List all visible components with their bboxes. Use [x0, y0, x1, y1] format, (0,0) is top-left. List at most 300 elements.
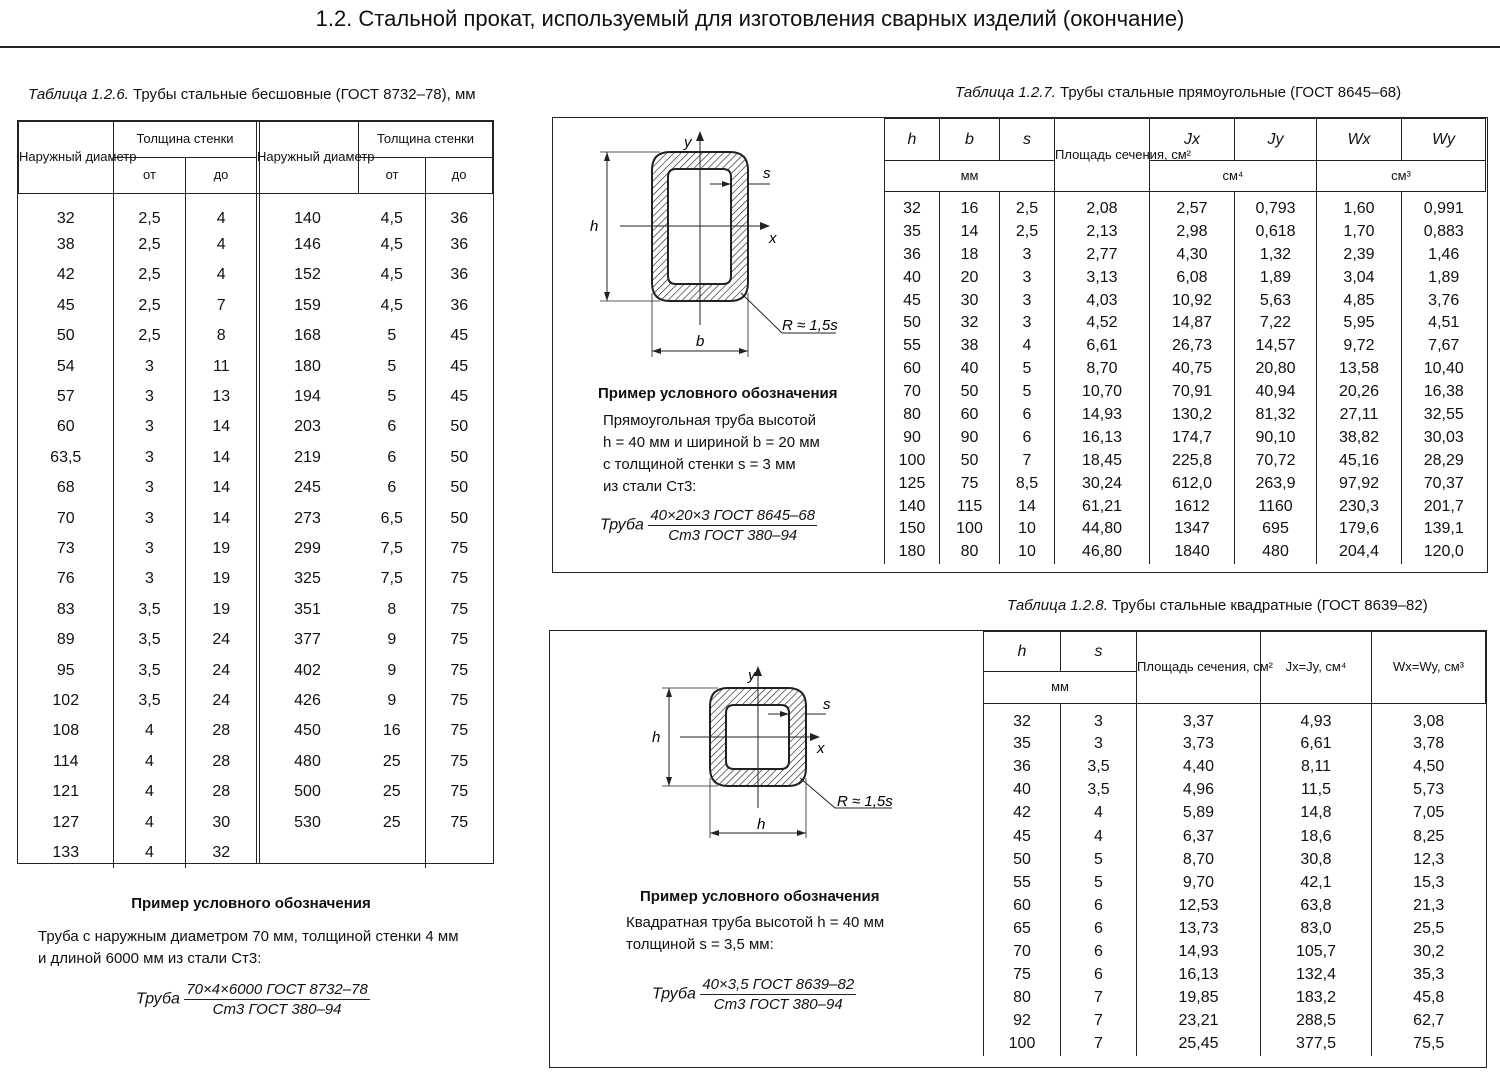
- table1-caption: [28, 86, 476, 103]
- table-cell: 30,8: [1261, 848, 1372, 871]
- table-cell: 180: [885, 541, 940, 564]
- table-cell: 2,08: [1055, 192, 1150, 221]
- table-cell: 2,98: [1150, 220, 1235, 243]
- table-cell: 7,5: [359, 534, 426, 564]
- table-cell: 36: [450, 236, 469, 254]
- table-cell: 25: [359, 807, 426, 837]
- h-dimension-label: h: [652, 729, 661, 746]
- table-cell: 3: [114, 473, 186, 503]
- table-cell: 2,39: [1317, 243, 1402, 266]
- table-cell: 3: [114, 534, 186, 564]
- table-cell: 12,53: [1137, 894, 1261, 917]
- table-cell: 105,7: [1261, 940, 1372, 963]
- table-cell: 152: [294, 266, 321, 284]
- table-cell: 7,22: [1235, 312, 1317, 335]
- table2-caption-number: Таблица 1.2.7.: [955, 84, 1056, 101]
- table-cell: 40: [940, 358, 1000, 381]
- table-cell: 4,85: [1317, 289, 1402, 312]
- table-cell: 273: [294, 509, 321, 527]
- table-cell: 81,32: [1235, 404, 1317, 427]
- table-cell: 1612: [1150, 495, 1235, 518]
- table3-header-h: h: [984, 632, 1061, 672]
- table2-header-s: s: [1000, 119, 1055, 161]
- table3-example-title: Пример условного обозначения: [640, 888, 880, 905]
- table-cell: 50: [984, 848, 1061, 871]
- table1-example-text: Труба с наружным диаметром 70 мм, толщиной стенки 4 мм и длиной 6000 мм из стали Ст3:: [38, 928, 459, 967]
- table-cell: 75: [450, 661, 469, 679]
- table-row: [984, 704, 1486, 733]
- table-cell: 8: [359, 595, 426, 625]
- table-cell: 1160: [1235, 495, 1317, 518]
- h-dimension-label: h: [590, 218, 599, 235]
- table-cell: 75,5: [1413, 1035, 1445, 1053]
- table-cell: 6,37: [1137, 825, 1261, 848]
- table-cell: 13: [212, 388, 231, 406]
- table1-caption-number: Таблица 1.2.6.: [28, 86, 129, 103]
- table-cell: 3,5: [1061, 779, 1137, 802]
- table-cell: 45: [450, 327, 469, 345]
- table-cell: 4: [114, 807, 186, 837]
- table-cell: 0,793: [1235, 192, 1317, 221]
- table-row: [984, 940, 1486, 963]
- table-row: [984, 733, 1486, 756]
- table-cell: 4,93: [1261, 704, 1372, 733]
- table-cell: 4,5: [359, 230, 426, 260]
- table-row: [984, 964, 1486, 987]
- table-cell: 4: [114, 838, 186, 868]
- table-row: [885, 312, 1486, 335]
- table-cell: 36: [984, 756, 1061, 779]
- table-cell: 3,08: [1413, 712, 1445, 730]
- table-cell: 19: [212, 539, 231, 557]
- table-cell: 4,50: [1413, 758, 1445, 776]
- table-cell: 21,3: [1413, 896, 1445, 914]
- table2-header-mm: мм: [885, 161, 1055, 192]
- table-row: [19, 443, 493, 473]
- y-axis-label: y: [748, 667, 756, 684]
- table-cell: 45,8: [1413, 989, 1445, 1007]
- table-cell: 61,21: [1055, 495, 1150, 518]
- table-cell: 108: [19, 716, 114, 746]
- table-cell: 121: [19, 777, 114, 807]
- table-cell: 219: [294, 448, 321, 466]
- table-cell: [426, 838, 493, 868]
- table1-header-from: от: [359, 158, 426, 194]
- table-cell: 3,5: [1061, 756, 1137, 779]
- table-cell: 402: [294, 661, 321, 679]
- table-cell: 146: [294, 236, 321, 254]
- table-cell: 68: [19, 473, 114, 503]
- table-cell: 5,63: [1235, 289, 1317, 312]
- table-cell: 36: [450, 209, 469, 227]
- table-cell: 500: [294, 783, 321, 801]
- table-cell: 100: [984, 1033, 1061, 1056]
- table-row: [885, 266, 1486, 289]
- table-cell: 18: [940, 243, 1000, 266]
- table-cell: 63,5: [19, 443, 114, 473]
- table-cell: 450: [294, 722, 321, 740]
- table-cell: 76: [19, 564, 114, 594]
- table2-header-cm3: см³: [1317, 161, 1486, 192]
- table-cell: 7: [1000, 449, 1055, 472]
- table-cell: 25: [359, 747, 426, 777]
- table-cell: 102: [19, 686, 114, 716]
- table-cell: 16,13: [1137, 964, 1261, 987]
- table-cell: 6: [359, 473, 426, 503]
- table-cell: 14: [212, 479, 231, 497]
- table-row: [19, 716, 493, 746]
- table-cell: 120,0: [1423, 543, 1464, 561]
- table-row: [885, 192, 1486, 221]
- table3-header-w: Wx=Wy, см³: [1372, 632, 1486, 704]
- table-cell: 36: [450, 296, 469, 314]
- table-cell: 351: [294, 600, 321, 618]
- table-cell: 14: [212, 418, 231, 436]
- table-cell: 0,991: [1423, 200, 1464, 218]
- table-row: [19, 534, 493, 564]
- table-cell: 75: [984, 964, 1061, 987]
- table-cell: 60: [885, 358, 940, 381]
- table-cell: 60: [19, 412, 114, 442]
- table-cell: 2,5: [1000, 192, 1055, 221]
- table-cell: 50: [450, 448, 469, 466]
- table-cell: 50: [940, 381, 1000, 404]
- table-cell: 3,37: [1137, 704, 1261, 733]
- table-cell: 80: [984, 987, 1061, 1010]
- table-cell: 97,92: [1317, 472, 1402, 495]
- table-cell: 4: [216, 266, 226, 284]
- table-row: [19, 777, 493, 807]
- table-cell: 63,8: [1261, 894, 1372, 917]
- table-row: [885, 426, 1486, 449]
- table-cell: 14,93: [1055, 404, 1150, 427]
- table-cell: 70: [984, 940, 1061, 963]
- table3-caption: [1007, 597, 1428, 614]
- rectangular-pipe-diagram: [560, 125, 880, 370]
- table-cell: [257, 838, 359, 868]
- table-cell: 75: [450, 691, 469, 709]
- table-cell: 42: [19, 260, 114, 290]
- table-cell: 14,93: [1137, 940, 1261, 963]
- table-cell: 0,883: [1423, 222, 1464, 240]
- table-row: [885, 381, 1486, 404]
- table-cell: 1347: [1150, 518, 1235, 541]
- table-cell: 45: [450, 388, 469, 406]
- table-cell: 4,96: [1137, 779, 1261, 802]
- table-cell: 32: [212, 843, 231, 861]
- table-cell: 159: [294, 296, 321, 314]
- table-cell: 2,77: [1055, 243, 1150, 266]
- table-cell: 10,92: [1150, 289, 1235, 312]
- table-cell: 3: [1000, 243, 1055, 266]
- table-cell: 75: [450, 752, 469, 770]
- table-row: [885, 335, 1486, 358]
- table-cell: 127: [19, 807, 114, 837]
- table-row: [19, 747, 493, 777]
- table-cell: 30: [940, 289, 1000, 312]
- table-cell: 3: [1000, 289, 1055, 312]
- table-cell: 3: [1061, 704, 1137, 733]
- table-cell: 18,45: [1055, 449, 1150, 472]
- table-cell: 4: [216, 236, 226, 254]
- table-cell: 377,5: [1261, 1033, 1372, 1056]
- table-cell: 6: [1061, 917, 1137, 940]
- table-row: [885, 404, 1486, 427]
- table-cell: 183,2: [1261, 987, 1372, 1010]
- table-cell: 20,26: [1317, 381, 1402, 404]
- table-cell: 83,0: [1261, 917, 1372, 940]
- table-cell: 325: [294, 570, 321, 588]
- table-cell: 530: [294, 813, 321, 831]
- table-cell: 35: [984, 733, 1061, 756]
- table-row: [19, 625, 493, 655]
- table-cell: 35,3: [1413, 966, 1445, 984]
- table-cell: 7: [1061, 987, 1137, 1010]
- table-cell: 45: [984, 825, 1061, 848]
- table-row: [19, 194, 493, 230]
- table-cell: 73: [19, 534, 114, 564]
- table-row: [19, 503, 493, 533]
- table-cell: 7,67: [1428, 337, 1460, 355]
- table-cell: 50: [450, 418, 469, 436]
- table2-header-cm4: см⁴: [1150, 161, 1317, 192]
- table-row: [885, 220, 1486, 243]
- table-cell: 8,5: [1000, 472, 1055, 495]
- table-cell: 426: [294, 691, 321, 709]
- table-cell: 4,30: [1150, 243, 1235, 266]
- table-cell: 5,89: [1137, 802, 1261, 825]
- table-cell: 1,32: [1235, 243, 1317, 266]
- table-cell: 299: [294, 539, 321, 557]
- table2-example-title: Пример условного обозначения: [598, 385, 838, 402]
- table-cell: 36: [450, 266, 469, 284]
- table-cell: 288,5: [1261, 1010, 1372, 1033]
- table-cell: 3,5: [114, 655, 186, 685]
- table-row: [984, 987, 1486, 1010]
- table-cell: 19: [212, 600, 231, 618]
- table-cell: 6,61: [1055, 335, 1150, 358]
- table-cell: 6: [1000, 426, 1055, 449]
- table3-example-text: Квадратная труба высотой h = 40 мм толщиной s = 3,5 мм:: [626, 914, 885, 953]
- table-row: [984, 917, 1486, 940]
- table-cell: 194: [294, 388, 321, 406]
- table-cell: 70,37: [1423, 474, 1464, 492]
- table-cell: 3,76: [1428, 291, 1460, 309]
- table-row: [984, 1010, 1486, 1033]
- table-cell: 8,70: [1137, 848, 1261, 871]
- table-cell: 4,5: [359, 291, 426, 321]
- table-row: [19, 230, 493, 260]
- table-cell: 4: [114, 777, 186, 807]
- table-cell: 30,2: [1413, 942, 1445, 960]
- table-cell: 75: [450, 600, 469, 618]
- table-cell: 6: [359, 412, 426, 442]
- table-cell: 5: [359, 321, 426, 351]
- table-cell: 40,75: [1150, 358, 1235, 381]
- table-cell: 50: [885, 312, 940, 335]
- table-cell: 114: [19, 747, 114, 777]
- table-cell: 14,87: [1150, 312, 1235, 335]
- table-cell: 75: [450, 722, 469, 740]
- table-cell: 32: [885, 192, 940, 221]
- table-cell: 1,89: [1428, 268, 1460, 286]
- table-cell: 132,4: [1261, 964, 1372, 987]
- table-cell: 4: [114, 747, 186, 777]
- table3-header-mm: мм: [984, 672, 1137, 704]
- table-cell: 42,1: [1261, 871, 1372, 894]
- table-cell: 70,72: [1235, 449, 1317, 472]
- table-cell: 24: [212, 661, 231, 679]
- table-cell: 3,73: [1137, 733, 1261, 756]
- table-cell: 50: [19, 321, 114, 351]
- table-row: [885, 541, 1486, 564]
- table-cell: 9: [359, 686, 426, 716]
- table-cell: 27,11: [1317, 404, 1402, 427]
- table-cell: 38: [19, 230, 114, 260]
- table-cell: 2,5: [114, 194, 186, 230]
- table2-caption-text: Трубы стальные прямоугольные (ГОСТ 8645–68): [1060, 84, 1402, 101]
- table-row: [19, 595, 493, 625]
- table-cell: [359, 838, 426, 868]
- table-cell: 9,70: [1137, 871, 1261, 894]
- table-row: [885, 518, 1486, 541]
- table2-header-h: h: [885, 119, 940, 161]
- table-cell: 30: [212, 813, 231, 831]
- table-cell: 75: [940, 472, 1000, 495]
- table-cell: 8: [216, 327, 226, 345]
- table2-example-designation: Труба $\frac{\text{40×20×3 ГОСТ 8645–68}}{\text{Ст3 ГОСТ 380–94}}$: [600, 507, 816, 544]
- table-row: [984, 825, 1486, 848]
- table-cell: 45: [450, 357, 469, 375]
- table2-example-text: Прямоугольная труба высотой h = 40 мм и шириной b = 20 мм с толщиной стенки s = 3 мм из стали Ст3:: [603, 412, 820, 495]
- table-cell: 20: [940, 266, 1000, 289]
- table-row: [19, 412, 493, 442]
- table-row: [885, 289, 1486, 312]
- table-cell: 7,05: [1413, 804, 1445, 822]
- table-cell: 90: [940, 426, 1000, 449]
- y-axis-arrow-icon: [696, 131, 704, 141]
- table-cell: 9: [359, 625, 426, 655]
- table2: [884, 118, 1486, 564]
- table-row: [885, 495, 1486, 518]
- table-cell: 32: [984, 704, 1061, 733]
- table-cell: 75: [450, 570, 469, 588]
- table-cell: 3: [1000, 312, 1055, 335]
- table-cell: 16,38: [1423, 383, 1464, 401]
- table-cell: 54: [19, 351, 114, 381]
- header-divider: [0, 46, 1500, 48]
- table-cell: 45,16: [1317, 449, 1402, 472]
- table1-header-from: от: [114, 158, 186, 194]
- table-row: [19, 838, 493, 868]
- table-cell: 62,7: [1413, 1012, 1445, 1030]
- table-cell: 2,57: [1150, 192, 1235, 221]
- s-thickness-label: s: [763, 165, 771, 182]
- table-cell: 14: [212, 509, 231, 527]
- table-cell: 377: [294, 631, 321, 649]
- table-row: [19, 807, 493, 837]
- table3-header-area: Площадь сечения, см²: [1137, 632, 1261, 704]
- table-cell: 40: [885, 266, 940, 289]
- table-cell: 230,3: [1317, 495, 1402, 518]
- table-cell: 3,78: [1413, 735, 1445, 753]
- table-cell: 92: [984, 1010, 1061, 1033]
- table-cell: 70: [19, 503, 114, 533]
- table-cell: 80: [940, 541, 1000, 564]
- table-cell: 15,3: [1413, 873, 1445, 891]
- table1-header-to: до: [186, 158, 257, 194]
- table-cell: 25,5: [1413, 919, 1445, 937]
- table2-header-area: Площадь сечения, см²: [1055, 119, 1150, 192]
- table-cell: 180: [294, 357, 321, 375]
- table-cell: 100: [885, 449, 940, 472]
- table-cell: 14: [940, 220, 1000, 243]
- table-cell: 55: [984, 871, 1061, 894]
- table-cell: 174,7: [1150, 426, 1235, 449]
- designation-numerator: 70×4×6000 ГОСТ 8732–78: [186, 981, 368, 998]
- table-cell: 6,61: [1261, 733, 1372, 756]
- table-cell: 6: [1061, 940, 1137, 963]
- table-cell: 20,80: [1235, 358, 1317, 381]
- table1-header-diameter-right: Наружный диаметр: [257, 122, 359, 194]
- table-cell: 50: [450, 509, 469, 527]
- table-cell: 12,3: [1413, 850, 1445, 868]
- table-cell: 38,82: [1317, 426, 1402, 449]
- table1-header-to: до: [426, 158, 493, 194]
- x-axis-label: x: [817, 740, 825, 757]
- table3-example-designation: Труба $\frac{\text{40×3,5 ГОСТ 8639–82}}{\text{Ст3 ГОСТ 380–94}}$: [652, 976, 855, 1013]
- table-cell: 9: [359, 655, 426, 685]
- table2-header-wx: Wx: [1317, 119, 1402, 161]
- table-cell: 2,13: [1055, 220, 1150, 243]
- table-cell: 140: [885, 495, 940, 518]
- table-row: [984, 802, 1486, 825]
- table-cell: 36: [885, 243, 940, 266]
- table-cell: 150: [885, 518, 940, 541]
- table-cell: 6,5: [359, 503, 426, 533]
- table-cell: 5: [1061, 871, 1137, 894]
- table-cell: 4,52: [1055, 312, 1150, 335]
- table2-header-b: b: [940, 119, 1000, 161]
- table-cell: 10: [1000, 541, 1055, 564]
- table-cell: 4,5: [359, 194, 426, 230]
- table-cell: 13,58: [1317, 358, 1402, 381]
- table-cell: 65: [984, 917, 1061, 940]
- table-cell: 3: [114, 443, 186, 473]
- table-cell: 6: [1000, 404, 1055, 427]
- table-cell: 75: [450, 783, 469, 801]
- table-cell: 7: [1061, 1033, 1137, 1056]
- table1-caption-text: Трубы стальные бесшовные (ГОСТ 8732–78), мм: [133, 86, 476, 103]
- table-cell: 8,70: [1055, 358, 1150, 381]
- table-cell: 28: [212, 752, 231, 770]
- table-cell: 8,11: [1261, 756, 1372, 779]
- table-cell: 57: [19, 382, 114, 412]
- table-cell: 139,1: [1423, 520, 1464, 538]
- table-cell: 168: [294, 327, 321, 345]
- table-cell: 3,5: [114, 625, 186, 655]
- table3-caption-number: Таблица 1.2.8.: [1007, 597, 1108, 614]
- table-cell: 3: [114, 564, 186, 594]
- table-cell: 30,03: [1423, 428, 1464, 446]
- square-pipe-diagram: [640, 658, 930, 848]
- table-cell: 80: [885, 404, 940, 427]
- table-cell: 7: [216, 296, 226, 314]
- table-cell: 32: [19, 194, 114, 230]
- table-cell: 140: [294, 209, 321, 227]
- designation-denominator: Ст3 ГОСТ 380–94: [713, 996, 843, 1013]
- table-cell: 75: [450, 631, 469, 649]
